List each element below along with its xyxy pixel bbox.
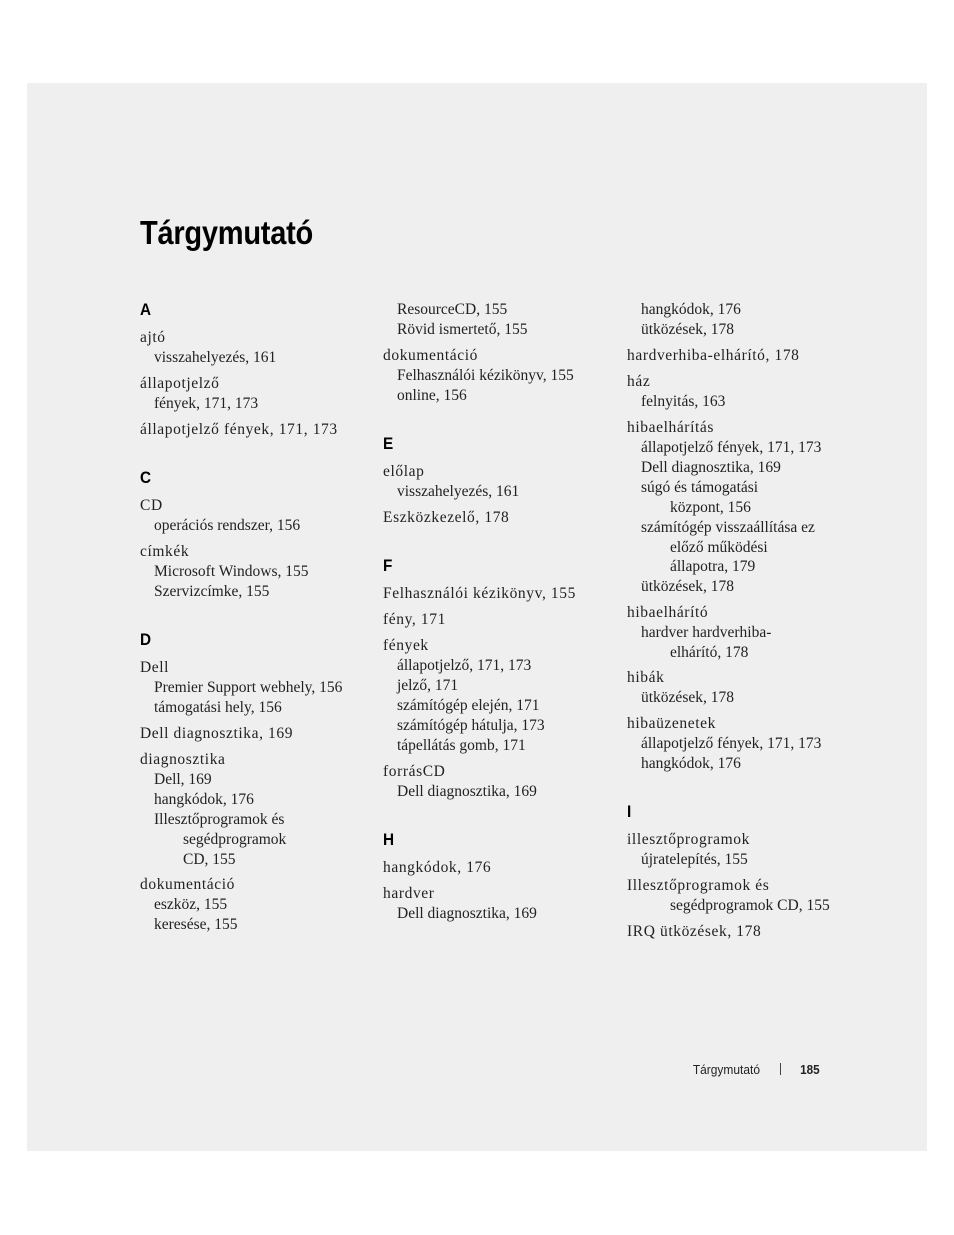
index-term: hibák (627, 669, 665, 686)
index-subterm: Microsoft Windows, 155 (154, 563, 309, 580)
index-subterm: Rövid ismertető, 155 (397, 321, 528, 338)
section-spacer (627, 780, 857, 802)
index-entry (140, 658, 375, 718)
index-subterm: hardver hardverhiba- (641, 623, 772, 641)
index-entry (627, 714, 857, 774)
index-entry (383, 300, 618, 340)
index-term: hibaüzenetek (627, 715, 716, 732)
index-subterm-continuation: állapotra, 179 (670, 558, 756, 575)
index-subterm: számítógép visszaállítása ez (641, 518, 815, 536)
index-entry (140, 374, 375, 414)
index-subterm: támogatási hely, 156 (154, 699, 282, 716)
index-term: dokumentáció (383, 347, 479, 364)
index-term: diagnosztika (140, 751, 226, 768)
index-term: forrásCD (383, 763, 446, 780)
section-letter: E (383, 434, 394, 453)
section-spacer (383, 412, 618, 434)
index-entry (140, 496, 375, 536)
index-term: hibaelhárító (627, 603, 709, 621)
page-title: Tárgymutató (140, 214, 313, 251)
index-entry (627, 603, 857, 663)
section-letter: A (140, 300, 152, 319)
index-term: Eszközkezelő, 178 (383, 509, 510, 526)
index-term: fények (383, 637, 429, 654)
index-subterm-continuation: előző működési (670, 538, 768, 556)
index-subterm: tápellátás gomb, 171 (397, 737, 526, 754)
index-subterm: operációs rendszer, 156 (154, 517, 301, 534)
index-subterm: Dell diagnosztika, 169 (641, 459, 781, 476)
index-term: hardver (383, 885, 435, 902)
index-term: ház (627, 373, 651, 390)
index-subterm: online, 156 (397, 387, 467, 404)
index-entry (627, 418, 857, 597)
index-subterm: Premier Support webhely, 156 (154, 679, 343, 696)
index-subterm: ütközések, 178 (641, 689, 734, 706)
index-subterm: állapotjelző fények, 171, 173 (641, 439, 822, 456)
index-entry (140, 420, 375, 440)
index-subterm-continuation: CD, 155 (183, 850, 236, 868)
index-subterm: jelző, 171 (397, 677, 459, 694)
index-subterm: számítógép hátulja, 173 (397, 717, 545, 734)
index-entry (140, 542, 375, 602)
index-entry (383, 762, 618, 802)
index-term: illesztőprogramok (627, 831, 750, 848)
index-term: CD (140, 497, 163, 514)
index-subterm: Dell diagnosztika, 169 (397, 783, 537, 800)
index-column-1 (140, 300, 375, 941)
section-spacer (627, 822, 857, 830)
index-term: hibaelhárítás (627, 419, 714, 436)
index-subterm: felnyitás, 163 (641, 393, 726, 410)
section-spacer (383, 576, 618, 584)
index-subterm: súgó és támogatási (641, 479, 759, 496)
index-entry (627, 876, 857, 916)
section-letter: H (383, 830, 395, 849)
index-entry (627, 922, 857, 942)
index-subterm: állapotjelző, 171, 173 (397, 657, 532, 674)
index-subterm: ütközések, 178 (641, 577, 734, 595)
section-letter: C (140, 468, 152, 487)
section-spacer (140, 320, 375, 328)
index-column-3 (627, 300, 857, 948)
section-spacer (140, 608, 375, 630)
index-term: IRQ ütközések, 178 (627, 922, 762, 940)
index-subterm-continuation: elhárító, 178 (670, 643, 749, 661)
index-entry (383, 636, 618, 756)
index-term: fény, 171 (383, 611, 446, 628)
index-subterm: Dell diagnosztika, 169 (397, 905, 537, 922)
footer-label: Tárgymutató (693, 1062, 761, 1077)
index-subterm: eszköz, 155 (154, 896, 228, 913)
index-entry (383, 346, 618, 406)
index-term: hangkódok, 176 (383, 859, 492, 876)
index-subterm: Szervizcímke, 155 (154, 583, 270, 600)
index-subterm: visszahelyezés, 161 (397, 483, 520, 500)
index-entry (140, 724, 375, 744)
index-entry (383, 858, 618, 878)
index-entry (383, 610, 618, 630)
index-entry (627, 668, 857, 708)
index-term: címkék (140, 543, 190, 560)
index-entry (383, 508, 618, 528)
page-footer (687, 1060, 821, 1080)
index-term: előlap (383, 463, 425, 480)
index-term: Dell (140, 659, 170, 676)
index-subterm: állapotjelző fények, 171, 173 (641, 735, 822, 752)
index-subterm-continuation: segédprogramok CD, 155 (670, 897, 830, 914)
index-entry (383, 884, 618, 924)
index-column-2 (383, 300, 618, 930)
index-term: Illesztőprogramok és (627, 877, 770, 894)
index-subterm: hangkódok, 176 (154, 791, 254, 808)
index-term: állapotjelző fények, 171, 173 (140, 421, 338, 438)
index-subterm: újratelepítés, 155 (641, 851, 748, 868)
index-entry (627, 372, 857, 412)
page-number: 185 (800, 1062, 820, 1077)
index-subterm: ResourceCD, 155 (397, 301, 508, 318)
section-spacer (383, 808, 618, 830)
index-term: hardverhiba-elhárító, 178 (627, 347, 800, 364)
index-subterm-continuation: központ, 156 (670, 499, 751, 516)
index-subterm-continuation: segédprogramok (183, 831, 287, 848)
section-letter: F (383, 556, 393, 575)
index-subterm: Illesztőprogramok és (154, 811, 285, 828)
index-subterm: Dell, 169 (154, 771, 212, 788)
section-spacer (383, 534, 618, 556)
index-term: állapotjelző (140, 375, 220, 392)
index-subterm: fények, 171, 173 (154, 395, 259, 412)
index-entry (627, 830, 857, 870)
index-entry (627, 346, 857, 366)
index-subterm: hangkódok, 176 (641, 301, 741, 318)
index-entry (140, 328, 375, 368)
index-entry (383, 462, 618, 502)
index-entry (140, 750, 375, 869)
index-subterm: keresése, 155 (154, 916, 238, 933)
section-spacer (140, 446, 375, 468)
index-subterm: ütközések, 178 (641, 321, 734, 338)
index-subterm: visszahelyezés, 161 (154, 349, 277, 366)
index-subterm: hangkódok, 176 (641, 755, 741, 772)
index-entry (383, 584, 618, 604)
section-spacer (383, 850, 618, 858)
section-spacer (383, 454, 618, 462)
section-letter: I (627, 802, 632, 821)
section-spacer (140, 650, 375, 658)
footer-separator (780, 1063, 781, 1075)
section-spacer (140, 488, 375, 496)
index-term: ajtó (140, 329, 166, 346)
section-letter: D (140, 630, 152, 649)
index-term: Felhasználói kézikönyv, 155 (383, 585, 576, 602)
index-term: Dell diagnosztika, 169 (140, 725, 294, 742)
index-subterm: számítógép elején, 171 (397, 697, 540, 714)
index-subterm: Felhasználói kézikönyv, 155 (397, 367, 574, 384)
index-term: dokumentáció (140, 876, 236, 893)
index-entry (627, 300, 857, 340)
index-entry (140, 875, 375, 935)
